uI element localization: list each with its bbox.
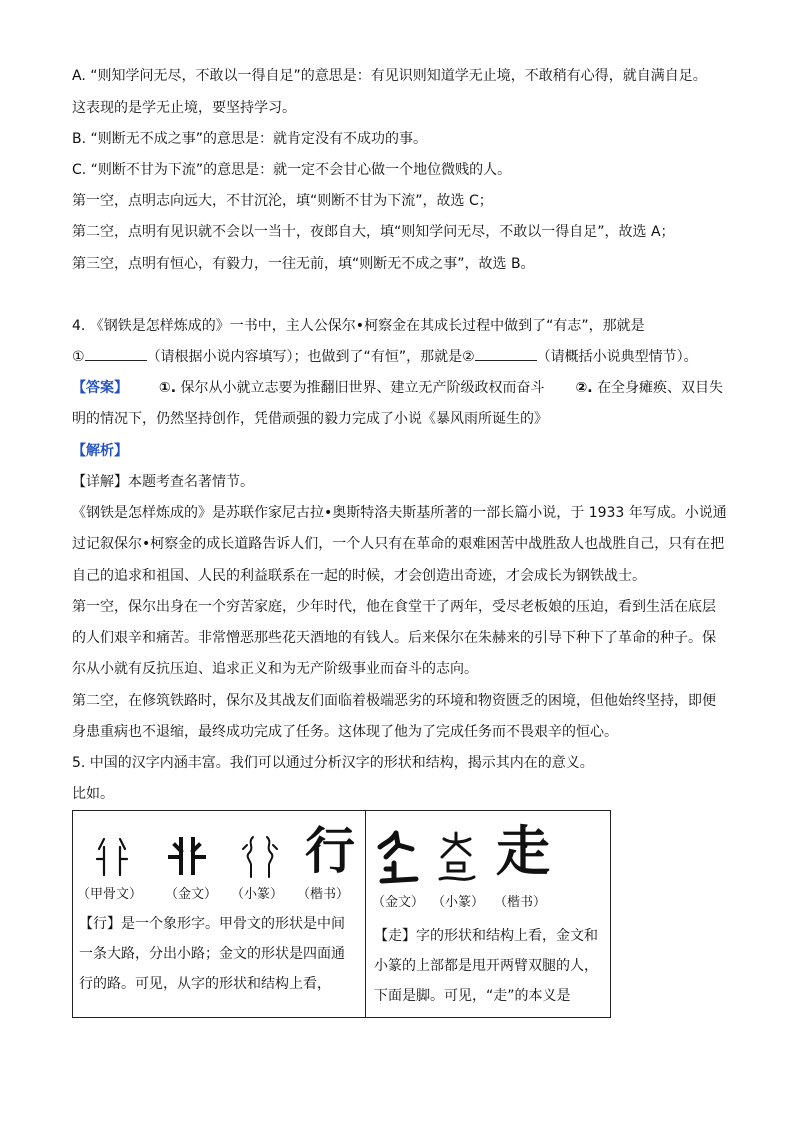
blank-1-explanation: 第一空，点明志向远大，不甘沉沦，填“则断不甘为下流”，故选 C； [72,193,493,209]
answer-1-number: ①. [158,380,177,396]
q4-blank-2 [475,347,537,361]
zou-kaishu-glyph: 走 [496,819,550,883]
q5-example-label: 比如。 [72,786,114,802]
xing-caption-oracle: （甲骨文） [77,887,143,902]
zou-seal-glyph [434,829,480,885]
q4-stem-line-2 [72,347,698,367]
option-c-line: C. “则断不甘为下流”的意思是：就一定不会甘心做一个地位微贱的人。 [72,162,512,178]
option-a-line-1: A. “则知学问无尽，不敢以一得自足”的意思是：有见识则知道学无止境，不敢稍有心得，就自满自足。 [72,68,707,84]
xing-bronze-glyph [167,837,207,877]
answer-2-number: ②. [575,380,593,396]
character-evolution-table [72,810,611,1018]
q4-stem-middle: （请根据小说内容填写）；也做到了“有恒”，那就是② [146,349,475,365]
analysis-para-1-line-3: 自己的追求和祖国、人民的利益联系在一起的时候，才会创造出奇迹，才会成长为钢铁战士。 [72,568,646,584]
analysis-para-1-line-2: 过记叙保尔•柯察金的成长道路告诉人们，一个人只有在革命的艰难困苦中战胜敌人也战胜自己，只有在把 [72,536,725,552]
answer-2-text-start: 在全身瘫痪、双目失 [597,380,724,396]
cell-zou [366,811,610,1017]
q4-stem-line-1: 4. 《钢铁是怎样炼成的》一书中，主人公保尔•柯察金在其成长过程中做到了“有志”，那就是 [72,318,645,334]
analysis-para-2-line-3: 尔从小就有反抗压迫、追求正义和为无产阶级事业而奋斗的志向。 [72,661,478,677]
q5-stem: 5. 中国的汉字内涵丰富。我们可以通过分析汉字的形状和结构，揭示其内在的意义。 [72,755,594,771]
analysis-para-2-line-1: 第一空，保尔出身在一个穷苦家庭，少年时代，他在食堂干了两年，受尽老板娘的压迫，看到生活在底层 [72,599,716,615]
zou-caption-bronze: （金文） [372,895,425,910]
xing-text-line-1: 【行】是一个象形字。甲骨文的形状是中间 [79,916,345,932]
option-b-line: B. “则断无不成之事”的意思是：就肯定没有不成功的事。 [72,131,428,147]
analysis-para-3-line-2: 身患重病也不退缩，最终成功完成了任务。这体现了他为了完成任务而不畏艰辛的恒心。 [72,724,618,740]
option-a-line-2: 这表现的是学无止境，要坚持学习。 [72,100,296,116]
xing-text-line-2: 一条大路，分出小路；金文的形状是四面通 [79,946,345,962]
q4-answer-line-2: 明的情况下，仍然坚持创作，凭借顽强的毅力完成了小说《暴风雨所诞生的》 [72,411,548,427]
analysis-para-1-line-1: 《钢铁是怎样炼成的》是苏联作家尼古拉•奥斯特洛夫斯基所著的一部长篇小说，于 1933 年写成。小说通 [72,505,727,521]
zou-text-line-3: 下面是脚。可见，“走”的本义是 [374,988,571,1004]
cell-xing [73,811,365,1017]
zou-text-line-1: 【走】字的形状和结构上看，金文和 [374,928,598,944]
zou-bronze-glyph [376,829,422,885]
xing-oracle-glyph [95,837,129,877]
xing-text-line-3: 行的路。可见，从字的形状和结构上看， [79,976,331,992]
zou-caption-seal: （小篆） [432,895,485,910]
q4-answer-line-1 [72,378,723,398]
analysis-tag: 【解析】 [72,443,128,459]
blank-2-explanation: 第二空，点明有见识就不会以一当十，夜郎自大，填“则知学问无尽，不敢以一得自足”，故选 A； [72,224,675,240]
xing-caption-seal: （小篆） [231,887,284,902]
answer-tag: 【答案】 [72,380,128,396]
xing-caption-bronze: （金文） [165,887,218,902]
blank-3-explanation: 第三空，点明有恒心，有毅力，一往无前，填“则断无不成之事”，故选 B。 [72,256,535,272]
answer-1-text: 保尔从小就立志要为推翻旧世界、建立无产阶级政权而奋斗 [180,380,545,396]
detail-heading: 【详解】本题考查名著情节。 [72,474,254,490]
q4-blank-1-marker: ① [72,349,85,365]
analysis-para-3-line-1: 第二空，在修筑铁路时，保尔及其战友们面临着极端恶劣的环境和物资匮乏的困境，但他始终坚持，即便 [72,693,716,709]
q4-stem-end: （请概括小说典型情节）。 [536,349,698,365]
analysis-para-2-line-2: 的人们艰辛和痛苦。非常憎恶那些花天酒地的有钱人。后来保尔在朱赫来的引导下种下了革命的种子。保 [72,630,716,646]
q4-blank-1 [85,347,147,361]
xing-seal-glyph [241,835,279,879]
xing-caption-kaishu: （楷书） [297,887,350,902]
zou-text-line-2: 小篆的上部都是甩开两臂双腿的人， [374,958,598,974]
zou-caption-kaishu: （楷书） [494,895,547,910]
xing-kaishu-glyph: 行 [305,821,355,880]
